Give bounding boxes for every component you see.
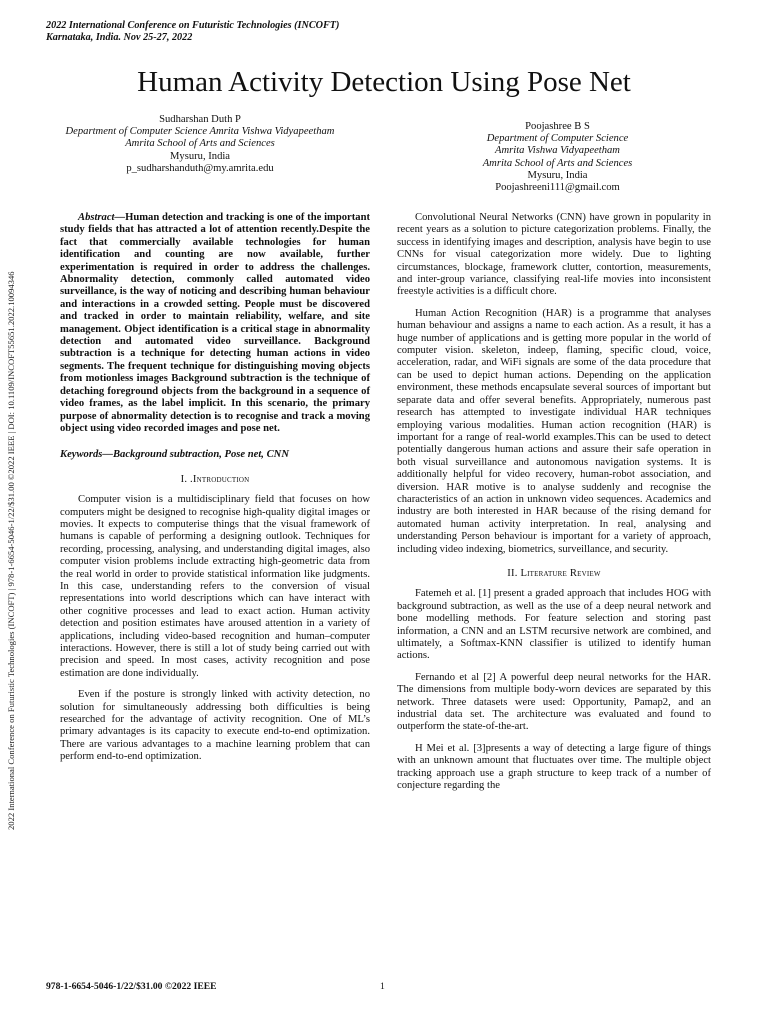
author-department: Department of Computer Science Amrita Vishwa Vidyapeetham xyxy=(65,126,335,138)
footer-copyright: 978-1-6654-5046-1/22/$31.00 ©2022 IEEE xyxy=(46,981,217,992)
section-heading-literature-review: II. Literature Review xyxy=(507,567,601,579)
conference-header xyxy=(46,20,339,44)
author-block-2 xyxy=(410,121,705,194)
keywords: Keywords—Background subtraction, Pose net, CNN xyxy=(60,449,289,461)
doi-side-stamp: 2022 International Conference on Futuristic Technologies (INCOFT) | 978-1-6654-5046-1/22/$31.00 ©2022 IEEE | DOI: 10.1109/INCOFT55651.2022.10094346 xyxy=(6,271,16,830)
section-heading-introduction: I. .Introduction xyxy=(180,473,250,485)
author-school: Amrita School of Arts and Sciences xyxy=(125,138,275,150)
author-city: Mysuru, India xyxy=(527,169,588,181)
literature-paragraph: H Mei et al. [3]presents a way of detecting a large figure of things with an unknown amount that fluctuates over time. The multiple object tracking approach use a graph structure to keep track of a number of conjecture regarding the xyxy=(397,742,711,792)
page-number: 1 xyxy=(380,981,385,992)
abstract-text: Human detection and tracking is one of the important study fields that has attracted a lot of attention recently.Despite the fact that commercially available technologies for human identification and counting are now available, further experimentation is required in order to address the challenges. Abnormality detection, commonly called automated video surveillance, is the way of noticing and describing human behaviour and interactions in a crowded setting. People must be discovered and tracked in order to maintain reliability, welfare, and site management. Object identification is a critical stage in abnormality detection and automated video surveillance. Background subtraction is a technique for detecting human actions in video segments. The frequent technique for distinguishing moving objects from motionless images Background subtraction is the technique of detaching foreground objects from the background in a sequence of video frames, as the label implicit. In this scenario, the primary purpose of abnormality detection is to recognise and track a moving object using video recorded images and pose net. xyxy=(60,212,370,434)
intro-paragraph: Computer vision is a multidisciplinary field that focuses on how computers might be designed to recognise high-quality digital images or movies. It expects to computerise things that the visual framework of humans is capable of performing a designing outlook. Techniques for recording, processing, analysing, and understanding digital images, also computer vision problems include extracting high-geometric data from the real world in order to provide statistical information like judgments. In this case, understanding refers to the conversion of visual representations into world descriptions which can have interact with other cognitive processes and lead to exact action. Human activity detection and position estimates have aroused attention in a variety of applications, including video-based recognition and human–computer interactions. However, there is still a lot of study being carried out with precision and speed. In most cases, activity recognition and pose estimation are done individually. xyxy=(60,494,370,679)
author-name: Sudharshan Duth P xyxy=(159,114,241,125)
literature-paragraph: Fernando et al [2] A powerful deep neural networks for the HAR. The dimensions from multiple body-worn devices are separated by this network. Three datasets were used: Opportunity, Pamap2, and an industrial data set. The architecture was evaluated and found to outperform the state-of-the-art. xyxy=(397,671,711,733)
literature-paragraph: Fatemeh et al. [1] present a graded approach that includes HOG with background subtraction, as well as the use of a deep neural network and bone modelling methods. For feature selection and storing past information, a CNN and an LSTM recursive network are combined, and ultimately, a Softmax-KNN classifier is utilized to identify human actions. xyxy=(397,588,711,662)
author-university: Amrita Vishwa Vidyapeetham xyxy=(495,145,620,157)
abstract xyxy=(60,212,370,435)
right-column xyxy=(397,212,711,801)
abstract-label: Abstract— xyxy=(78,212,126,223)
paper-title: Human Activity Detection Using Pose Net xyxy=(137,66,631,98)
author-department: Department of Computer Science xyxy=(486,133,629,145)
author-name: Poojashree B S xyxy=(525,121,590,132)
author-block-1 xyxy=(50,114,350,175)
intro-paragraph: Even if the posture is strongly linked with activity detection, no solution for simultaneously addressing both difficulties is being researched for the advantage of activity recognition. One of ML’s primary advantages is its capacity to execute end-to-end optimization. There are various advantages to a machine learning problem that can perform end-to-end optimization. xyxy=(60,689,370,763)
author-email: Poojashreeni111@gmail.com xyxy=(495,182,620,194)
author-city: Mysuru, India xyxy=(169,150,231,162)
body-paragraph: Convolutional Neural Networks (CNN) have grown in popularity in recent years as a solution to picture categorization problems. Finally, the success in identifying images and description, analysis have begin to use CNNs for visual categorization more widely. Due to lighting circumstances, blockage, framework clutter, contortion, measurements, and inter-group variance, classifying real-life movies into inconsistent freestyle activities is a difficult chore. xyxy=(397,212,711,298)
body-paragraph: Human Action Recognition (HAR) is a programme that analyses human behaviour and assigns a name to each action. As a result, it has a huge number of applications and is getting more popular in the world of computer vision. skeleton, indeep, flaming, specific cloud, voice, acceleration, radar, and WiFi signals are some of the data procedure that can be used to depict human actions. Depending on the application environment, these methods encapsulate several sources of important but separate data and offer several benefits. Appropriately, numerous past research has attempted to investigate individual HAR techniques employing various modalities. Human action recognition (HAR) is important for a range of real-world examples.This can be used to detect potentially dangerous human actions and assure their safe operation in both visual surveillance and autonomous navigation systems. It is additionally helpful for video recovery, human-robot association, and diversion. HAR motive is to analyse suddenly and recognise the characteristics of an action in unknown video sequences. Academics and industry are both interested in HAR because of the rising demand for automated human activity interpretation. In real, analysing and understanding Person behaviour is important for a variety of approach, including video indexing, biometrics, surveillance, and security. xyxy=(397,307,711,555)
author-school: Amrita School of Arts and Sciences xyxy=(482,157,633,169)
conference-name: 2022 International Conference on Futuristic Technologies (INCOFT) xyxy=(46,20,340,31)
left-column xyxy=(60,212,370,773)
author-email: p_sudharshanduth@my.amrita.edu xyxy=(126,162,274,174)
conference-location-date: Karnataka, India. Nov 25-27, 2022 xyxy=(46,32,193,43)
